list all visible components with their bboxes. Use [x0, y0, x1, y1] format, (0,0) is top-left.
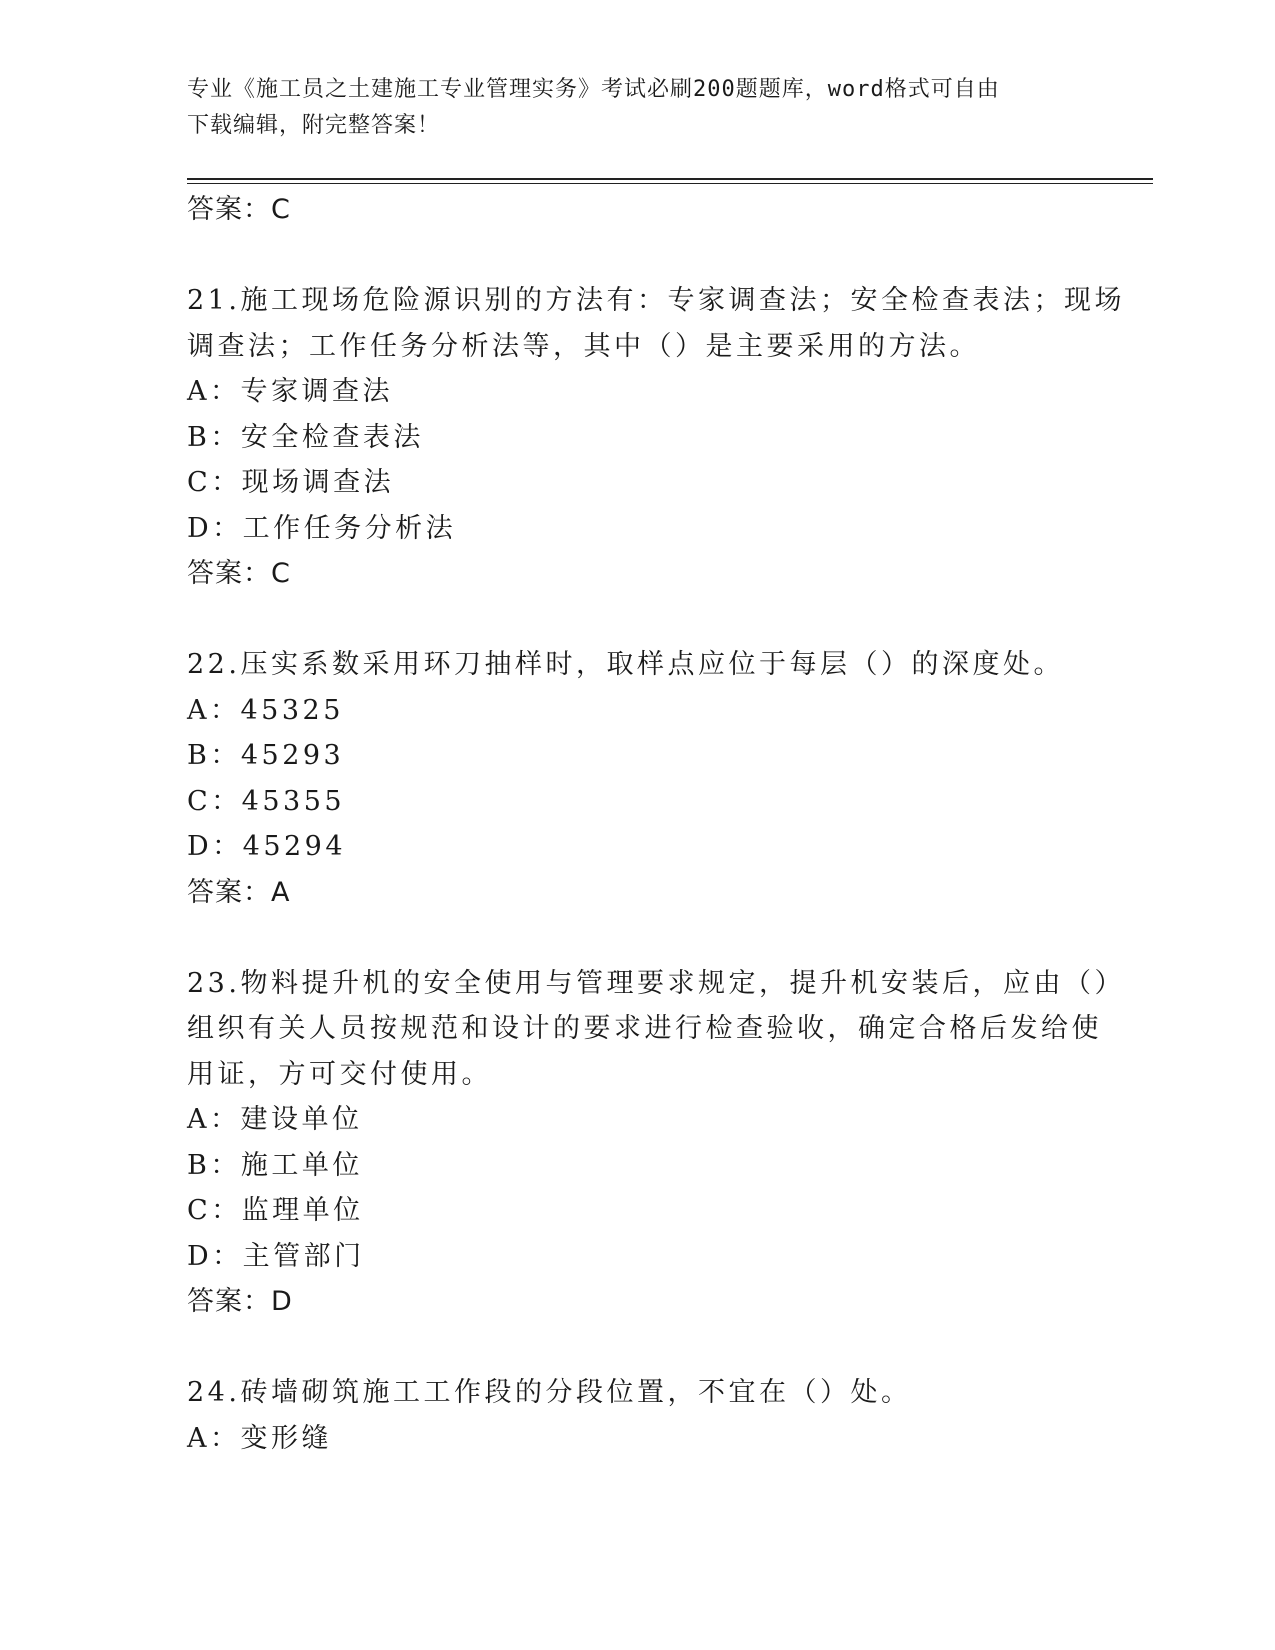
question-text-line: 组织有关人员按规范和设计的要求进行检查验收，确定合格后发给使: [187, 1013, 1102, 1044]
question-text-line: 调查法；工作任务分析法等，其中（）是主要采用的方法。: [187, 330, 980, 362]
header-rule: [187, 178, 1153, 180]
header-line-2: 下载编辑，附完整答案！: [187, 113, 441, 138]
question-text-line: 22.压实系数采用环刀抽样时，取样点应位于每层（）的深度处。: [187, 649, 1064, 680]
question-text-line: 用证，方可交付使用。: [187, 1058, 492, 1090]
question-text-line: 23.物料提升机的安全使用与管理要求规定，提升机安装后，应由（）: [187, 967, 1125, 999]
question-24: [187, 1370, 1087, 1461]
option-c: C：45355: [187, 785, 346, 817]
option-b: B：施工单位: [187, 1149, 363, 1181]
question-list: [187, 187, 1125, 1461]
option-c: C：现场调查法: [187, 467, 395, 498]
question-21: [187, 278, 1125, 597]
header-rule-thin: [187, 183, 1153, 184]
option-a: A：专家调查法: [187, 376, 393, 407]
option-a: A：建设单位: [187, 1104, 363, 1135]
answer: 答案：D: [187, 1286, 293, 1317]
option-a: A：变形缝: [187, 1422, 332, 1454]
question-text-line: 24.砖墙砌筑施工工作段的分段位置，不宜在（）处。: [187, 1377, 912, 1408]
option-b: B：45293: [187, 740, 345, 771]
question-22: [187, 642, 1087, 915]
answer: 答案：C: [187, 558, 291, 589]
option-b: B：安全检查表法: [187, 421, 424, 453]
question-text-line: 21.施工现场危险源识别的方法有：专家调查法；安全检查表法；现场: [187, 285, 1125, 316]
option-c: C：监理单位: [187, 1195, 364, 1226]
answer: 答案：A: [187, 876, 291, 908]
option-a: A：45325: [187, 694, 344, 726]
option-d: D：工作任务分析法: [187, 512, 457, 544]
option-d: D：45294: [187, 831, 347, 862]
header-line-1: 专业《施工员之土建施工专业管理实务》考试必刷200题题库，word格式可自由: [187, 77, 1000, 102]
option-d: D：主管部门: [187, 1240, 365, 1272]
previous-answer: 答案：C: [187, 194, 291, 225]
document-header: [187, 72, 1067, 144]
question-23: [187, 961, 1125, 1325]
